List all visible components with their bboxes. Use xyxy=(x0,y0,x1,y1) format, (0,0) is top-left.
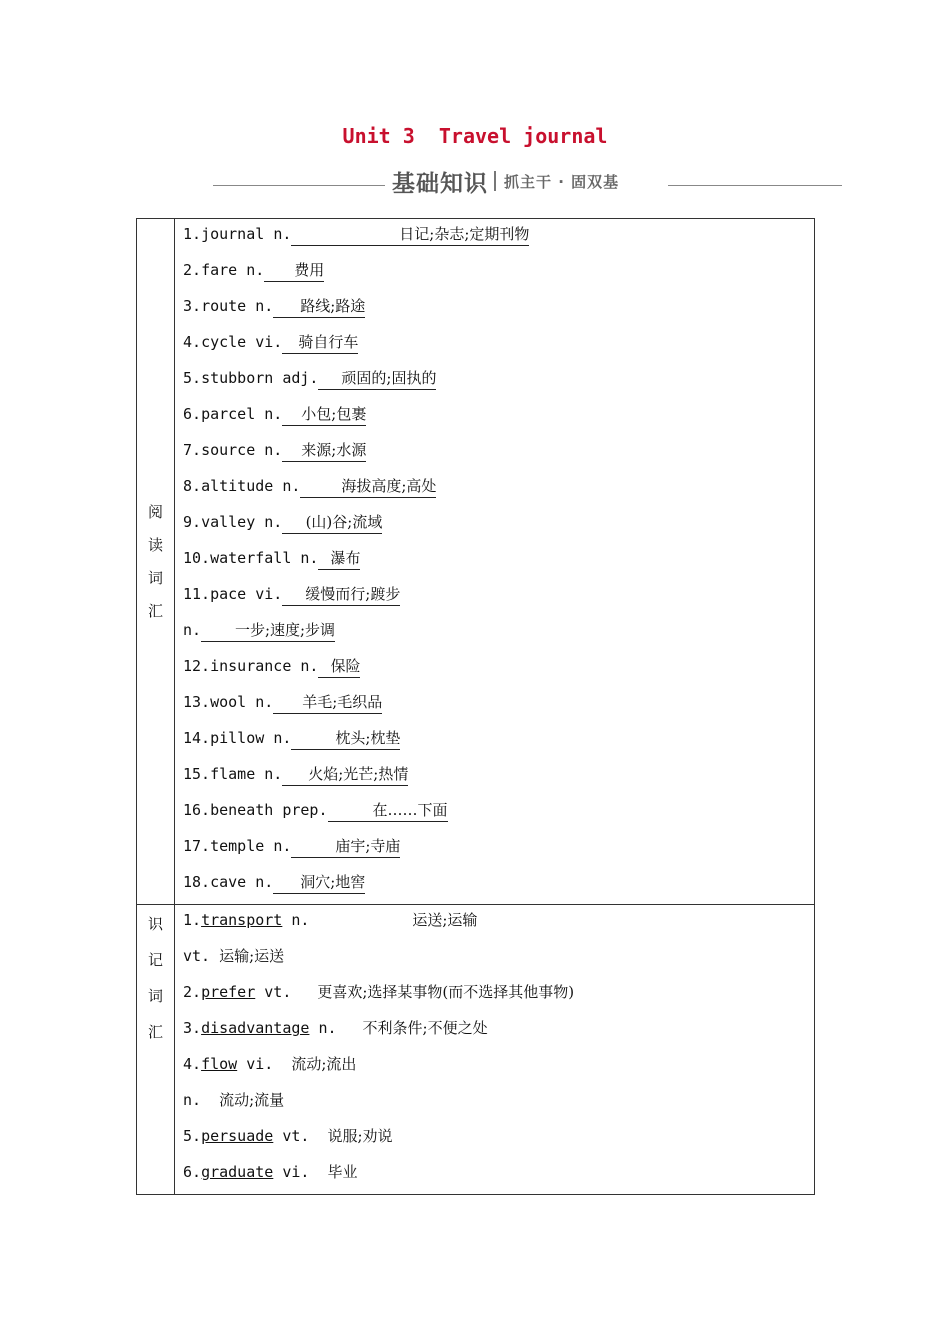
list-item: 18.cave n. 洞穴;地窖 xyxy=(183,868,814,904)
answer-blank: 费用 xyxy=(264,259,324,282)
memory-vocab-items xyxy=(175,905,815,1195)
vocab-word: persuade xyxy=(201,1127,274,1145)
answer-blank: 洞穴;地窖 xyxy=(273,871,365,894)
list-item: 1.journal n. 日记;杂志;定期刊物 xyxy=(183,220,814,256)
list-item: 14.pillow n. 枕头;枕垫 xyxy=(183,724,814,760)
list-item: 17.temple n. 庙宇;寺庙 xyxy=(183,832,814,868)
word-meaning: 流动;流量 xyxy=(219,1091,285,1109)
reading-vocab-items xyxy=(175,219,815,905)
answer-blank: (山)谷;流域 xyxy=(282,511,382,534)
list-item: 11.pace vi. 缓慢而行;踱步 xyxy=(183,580,814,616)
memory-vocab-section xyxy=(137,905,815,1195)
answer-blank: 庙宇;寺庙 xyxy=(291,835,400,858)
list-item: 6.graduate vi. 毕业 xyxy=(183,1163,358,1181)
memory-vocab-label: 识 记 词 汇 xyxy=(147,915,163,1041)
answer-blank: 枕头;枕垫 xyxy=(291,727,400,750)
answer-blank: 路线;路途 xyxy=(273,295,365,318)
answer-blank: 一步;速度;步调 xyxy=(201,619,335,642)
answer-blank: 小包;包裹 xyxy=(282,403,366,426)
list-item: 5.persuade vt. 说服;劝说 xyxy=(183,1127,393,1145)
unit-label: Unit 3 xyxy=(342,124,415,148)
list-item: 5.stubborn adj. 顽固的;固执的 xyxy=(183,364,814,400)
answer-blank: 顽固的;固执的 xyxy=(318,367,436,390)
answer-blank: 缓慢而行;踱步 xyxy=(282,583,400,606)
list-item: 9.valley n. (山)谷;流域 xyxy=(183,508,814,544)
vocab-word: flow xyxy=(201,1055,238,1073)
answer-blank: 羊毛;毛织品 xyxy=(273,691,382,714)
word-meaning: 运输;运送 xyxy=(219,947,285,965)
list-item: 3.disadvantage n. 不利条件;不便之处 xyxy=(183,1019,488,1037)
list-item: 16.beneath prep. 在……下面 xyxy=(183,796,814,832)
answer-blank: 骑自行车 xyxy=(282,331,358,354)
list-item: 12.insurance n. 保险 xyxy=(183,652,814,688)
section-separator xyxy=(494,171,496,191)
list-item: 1.transport n. 运送;运输 xyxy=(183,906,814,942)
vocab-word: graduate xyxy=(201,1163,274,1181)
section-title: 基础知识 xyxy=(392,170,488,197)
answer-blank: 来源;水源 xyxy=(282,439,366,462)
reading-vocab-label-cell xyxy=(137,219,175,905)
answer-blank: 在……下面 xyxy=(328,799,448,822)
word-meaning: 流动;流出 xyxy=(291,1055,357,1073)
reading-vocab-section xyxy=(137,219,815,905)
list-item: 13.wool n. 羊毛;毛织品 xyxy=(183,688,814,724)
word-meaning: 运送;运输 xyxy=(412,911,478,929)
list-item: vt. 运输;运送 xyxy=(183,947,285,965)
memory-vocab-label-cell xyxy=(137,905,175,1195)
word-meaning: 更喜欢;选择某事物(而不选择其他事物) xyxy=(317,983,575,1001)
list-item: 2.prefer vt. 更喜欢;选择某事物(而不选择其他事物) xyxy=(183,983,575,1001)
vocab-word: disadvantage xyxy=(201,1019,310,1037)
answer-blank: 日记;杂志;定期刊物 xyxy=(291,223,529,246)
section-divider-right xyxy=(668,185,842,186)
word-meaning: 说服;劝说 xyxy=(327,1127,393,1145)
list-item: 10.waterfall n. 瀑布 xyxy=(183,544,814,580)
answer-blank: 火焰;光芒;热情 xyxy=(282,763,408,786)
list-item: 3.route n. 路线;路途 xyxy=(183,292,814,328)
list-item: 4.flow vi. 流动;流出 xyxy=(183,1055,357,1073)
list-item: 4.cycle vi. 骑自行车 xyxy=(183,328,814,364)
list-item: 7.source n. 来源;水源 xyxy=(183,436,814,472)
vocabulary-table xyxy=(136,218,815,1195)
answer-blank: 海拔高度;高处 xyxy=(300,475,436,498)
section-header xyxy=(392,165,619,197)
section-subtitle: 抓主干 · 固双基 xyxy=(504,172,620,191)
word-meaning: 不利条件;不便之处 xyxy=(362,1019,488,1037)
unit-topic: Travel journal xyxy=(438,124,608,148)
section-divider-left xyxy=(213,185,385,186)
list-item: n. 流动;流量 xyxy=(183,1091,285,1109)
vocab-word: prefer xyxy=(201,983,256,1001)
page-title xyxy=(0,124,950,148)
list-item: 15.flame n. 火焰;光芒;热情 xyxy=(183,760,814,796)
answer-blank: 保险 xyxy=(318,655,360,678)
vocab-word: transport xyxy=(201,911,283,929)
word-meaning: 毕业 xyxy=(327,1163,358,1181)
list-item: 8.altitude n. 海拔高度;高处 xyxy=(183,472,814,508)
reading-vocab-label: 阅 读 词 汇 xyxy=(147,502,163,620)
list-item: 2.fare n. 费用 xyxy=(183,256,814,292)
list-item: 6.parcel n. 小包;包裹 xyxy=(183,400,814,436)
answer-blank: 瀑布 xyxy=(318,547,360,570)
list-item: n. 一步;速度;步调 xyxy=(183,616,814,652)
